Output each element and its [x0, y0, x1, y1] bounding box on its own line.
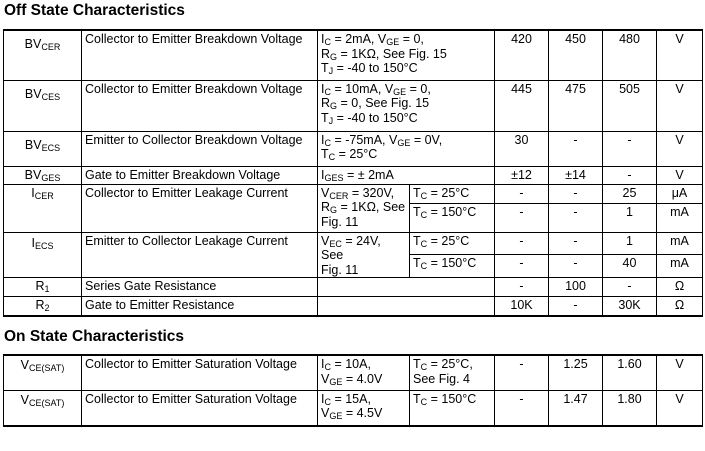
unit-cell: V — [657, 390, 703, 426]
unit-cell: mA — [657, 203, 703, 232]
max-cell: 1.80 — [603, 390, 657, 426]
max-cell: 1 — [603, 232, 657, 255]
typ-cell: 1.47 — [549, 390, 603, 426]
table-row — [4, 232, 703, 255]
symbol-cell: $I_{ECS}$ — [4, 232, 82, 278]
unit-cell: V — [657, 355, 703, 390]
max-cell: 480 — [603, 30, 657, 80]
symbol-cell: $BV_{CER}$ — [4, 30, 82, 80]
min-cell: 10K — [495, 297, 549, 316]
max-cell: - — [603, 131, 657, 166]
parameter-cell: Collector to Emitter Saturation Voltage — [82, 355, 318, 390]
symbol-cell: $V_{CE(SAT)}$ — [4, 390, 82, 426]
off-state-title: Off State Characteristics — [4, 2, 185, 19]
temperature-cell: $T_C = 150^\circ C$ — [410, 255, 495, 278]
unit-cell: mA — [657, 255, 703, 278]
conditions-cell: $V_{EC} = 24V$, See Fig. 11 — [318, 232, 410, 278]
max-cell: 25 — [603, 184, 657, 203]
off-state-table — [3, 29, 703, 317]
symbol-cell: $V_{CE(SAT)}$ — [4, 355, 82, 390]
symbol-cell: $I_{CER}$ — [4, 184, 82, 232]
unit-cell: mA — [657, 232, 703, 255]
table-row — [4, 166, 703, 184]
conditions-cell — [318, 297, 495, 316]
unit-cell: V — [657, 166, 703, 184]
unit-cell: V — [657, 80, 703, 131]
unit-cell: V — [657, 30, 703, 80]
conditions-cell — [318, 278, 495, 297]
table-row — [4, 390, 703, 426]
symbol-cell: $BV_{GES}$ — [4, 166, 82, 184]
min-cell: - — [495, 184, 549, 203]
unit-cell: V — [657, 131, 703, 166]
typ-cell: - — [549, 131, 603, 166]
temperature-cell: $T_C = 25^\circ C$ — [410, 232, 495, 255]
parameter-cell: Collector to Emitter Breakdown Voltage — [82, 80, 318, 131]
table-row — [4, 278, 703, 297]
typ-cell: - — [549, 184, 603, 203]
table-row — [4, 30, 703, 80]
typ-cell: - — [549, 232, 603, 255]
typ-cell: 475 — [549, 80, 603, 131]
min-cell: - — [495, 255, 549, 278]
min-cell: - — [495, 355, 549, 390]
symbol-cell: $BV_{ECS}$ — [4, 131, 82, 166]
typ-cell: 1.25 — [549, 355, 603, 390]
typ-cell: - — [549, 203, 603, 232]
temperature-cell: $T_C = 25^\circ C$ — [410, 184, 495, 203]
conditions-cell: $I_C = 2mA$, $V_{GE} = 0$, $R_G = 1K\Omega$, See Fig. 15 $T_J = -40$ to 150°C — [318, 30, 495, 80]
min-cell: 420 — [495, 30, 549, 80]
conditions-cell: $I_C = 10mA$, $V_{GE} = 0$, $R_G = 0$, See Fig. 15 $T_J = -40$ to 150°C — [318, 80, 495, 131]
table-row — [4, 80, 703, 131]
max-cell: 40 — [603, 255, 657, 278]
on-state-table — [3, 354, 703, 427]
max-cell: 1.60 — [603, 355, 657, 390]
conditions-cell: $I_C = 15A$, $V_{GE} = 4.5V$ — [318, 390, 410, 426]
typ-cell: - — [549, 297, 603, 316]
max-cell: - — [603, 166, 657, 184]
symbol-cell: $BV_{CES}$ — [4, 80, 82, 131]
on-state-title: On State Characteristics — [4, 328, 185, 345]
parameter-cell: Collector to Emitter Saturation Voltage — [82, 390, 318, 426]
table-row — [4, 131, 703, 166]
parameter-cell: Gate to Emitter Breakdown Voltage — [82, 166, 318, 184]
temperature-cell: $T_C = 25^\circ C$, See Fig. 4 — [410, 355, 495, 390]
conditions-cell: $I_C = 10A$, $V_{GE} = 4.0V$ — [318, 355, 410, 390]
typ-cell: 100 — [549, 278, 603, 297]
parameter-cell: Gate to Emitter Resistance — [82, 297, 318, 316]
parameter-cell: Collector to Emitter Breakdown Voltage — [82, 30, 318, 80]
unit-cell: Ω — [657, 278, 703, 297]
table-row — [4, 297, 703, 316]
unit-cell: Ω — [657, 297, 703, 316]
min-cell: - — [495, 232, 549, 255]
parameter-cell: Emitter to Collector Leakage Current — [82, 232, 318, 278]
max-cell: 505 — [603, 80, 657, 131]
temperature-cell: $T_C = 150^\circ C$ — [410, 203, 495, 232]
min-cell: 30 — [495, 131, 549, 166]
min-cell: ±12 — [495, 166, 549, 184]
parameter-cell: Emitter to Collector Breakdown Voltage — [82, 131, 318, 166]
typ-cell: - — [549, 255, 603, 278]
typ-cell: 450 — [549, 30, 603, 80]
unit-cell: μA — [657, 184, 703, 203]
conditions-cell: $I_{GES}$ = ± 2mA — [318, 166, 495, 184]
temperature-cell: $T_C = 150^\circ C$ — [410, 390, 495, 426]
max-cell: 1 — [603, 203, 657, 232]
min-cell: - — [495, 278, 549, 297]
symbol-cell: $R_1$ — [4, 278, 82, 297]
conditions-cell: $V_{CER} = 320V$, $R_G = 1K\Omega$, See Fig. 11 — [318, 184, 410, 232]
table-row — [4, 184, 703, 203]
min-cell: - — [495, 203, 549, 232]
conditions-cell: $I_C = -75mA$, $V_{GE} = 0V$, $T_C = 25^\circ C$ — [318, 131, 495, 166]
parameter-cell: Collector to Emitter Leakage Current — [82, 184, 318, 232]
typ-cell: ±14 — [549, 166, 603, 184]
max-cell: 30K — [603, 297, 657, 316]
parameter-cell: Series Gate Resistance — [82, 278, 318, 297]
table-row — [4, 355, 703, 390]
min-cell: 445 — [495, 80, 549, 131]
max-cell: - — [603, 278, 657, 297]
min-cell: - — [495, 390, 549, 426]
symbol-cell: $R_2$ — [4, 297, 82, 316]
